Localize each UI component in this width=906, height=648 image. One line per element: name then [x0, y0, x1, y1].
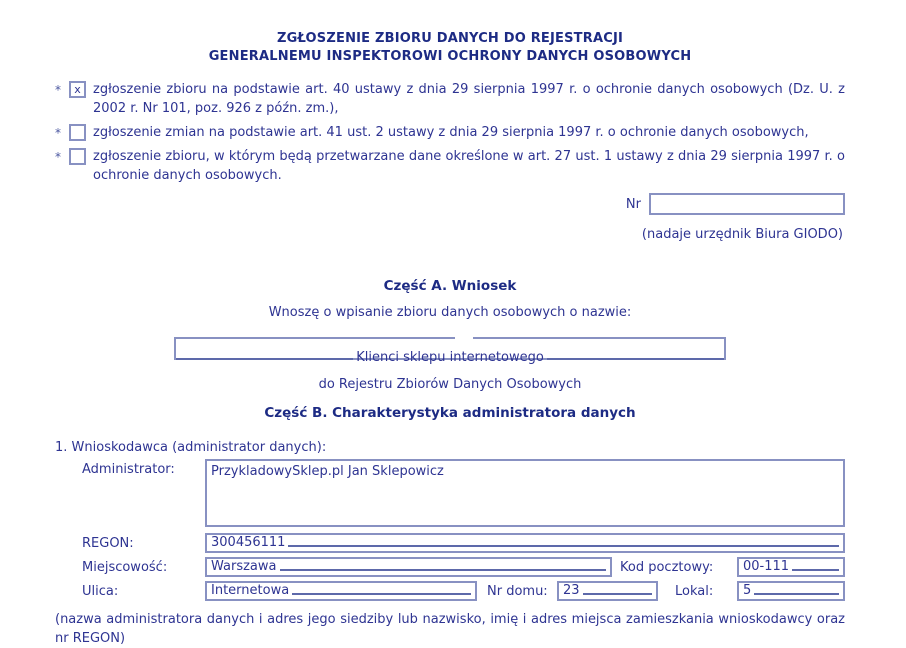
dataset-name-value: Klienci sklepu internetowego [356, 350, 544, 365]
nr-input[interactable] [649, 193, 845, 215]
administrator-value: PrzykladowySklep.pl Jan Sklepowicz [211, 464, 444, 479]
city-value: Warszawa [211, 559, 277, 574]
nr-field-row [55, 193, 845, 215]
nr-note: (nadaje urzędnik Biura GIODO) [641, 227, 843, 242]
registry-line: do Rejestru Zbiorów Danych Osobowych [318, 377, 582, 392]
dataset-name-input[interactable] [174, 337, 726, 365]
underline-fill [292, 593, 471, 595]
administrator-label: Administrator: [82, 462, 175, 477]
notification-type-options [55, 80, 845, 185]
part-a-heading: Część A. Wniosek [383, 278, 517, 294]
option-label-art40: zgłoszenie zbioru na podstawie art. 40 ustawy z dnia 29 sierpnia 1997 r. o ochronie danych osobowych (Dz. U. z 2002 r. Nr 101, poz. 926 z późn. zm.), [93, 82, 845, 116]
underline-fill-left [176, 358, 353, 360]
form-title [55, 30, 845, 66]
administrator-note: (nazwa administratora danych i adres jego siedziby lub nazwisko, imię i adres miejsca zamieszkania wnioskodawcy oraz nr REGON) [55, 612, 845, 646]
asterisk-marker: * [55, 126, 61, 140]
part-b-heading: Część B. Charakterystyka administratora danych [264, 405, 636, 421]
postcode-input[interactable] [737, 557, 845, 577]
house-number-input[interactable] [557, 581, 658, 601]
city-input[interactable] [205, 557, 612, 577]
apartment-value: 5 [743, 583, 752, 598]
option-row-art27 [55, 147, 845, 185]
option-label-art41: zgłoszenie zmian na podstawie art. 41 ust. 2 ustawy z dnia 29 sierpnia 1997 r. o ochronie danych osobowych, [93, 125, 809, 140]
apartment-label: Lokal: [675, 584, 714, 599]
apartment-input[interactable] [737, 581, 845, 601]
regon-input[interactable] [205, 533, 845, 553]
street-input[interactable] [205, 581, 477, 601]
checkbox-art27[interactable] [69, 148, 86, 165]
administrator-textarea[interactable] [205, 459, 845, 527]
administrator-fields [55, 459, 845, 601]
underline-fill [288, 545, 839, 547]
underline-fill-right [547, 358, 724, 360]
asterisk-marker: * [55, 83, 61, 97]
nr-label: Nr [625, 196, 641, 212]
city-postcode-row [82, 557, 845, 577]
house-number-value: 23 [563, 583, 580, 598]
street-value: Internetowa [211, 583, 290, 598]
underline-fill [792, 569, 839, 571]
option-label-art27: zgłoszenie zbioru, w którym będą przetwarzane dane określone w art. 27 ust. 1 ustawy z dnia 29 sierpnia 1997 r. o ochronie danych osobowych. [93, 149, 845, 183]
part-a-intro: Wnoszę o wpisanie zbioru danych osobowych o nazwie: [268, 305, 632, 320]
underline-fill [280, 569, 607, 571]
regon-row [82, 533, 845, 553]
street-row [82, 581, 845, 601]
option-row-art41 [55, 123, 845, 142]
postcode-label: Kod pocztowy: [620, 560, 714, 575]
regon-label: REGON: [82, 536, 134, 551]
house-number-label: Nr domu: [487, 584, 548, 599]
form-title-line1: ZGŁOSZENIE ZBIORU DANYCH DO REJESTRACJI [276, 31, 624, 46]
administrator-row [82, 459, 845, 527]
regon-value: 300456111 [211, 535, 286, 550]
street-label: Ulica: [82, 584, 119, 599]
checkbox-art40[interactable]: x [69, 81, 86, 98]
postcode-value: 00-111 [743, 559, 790, 574]
checkbox-art41[interactable] [69, 124, 86, 141]
name-box-top-gap [455, 337, 473, 339]
asterisk-marker: * [55, 150, 61, 164]
underline-fill [583, 593, 652, 595]
option-row-art40 [55, 80, 845, 118]
form-title-line2: GENERALNEMU INSPEKTOROWI OCHRONY DANYCH OSOBOWYCH [208, 49, 692, 64]
underline-fill [754, 593, 839, 595]
item1-label: 1. Wnioskodawca (administrator danych): [55, 440, 327, 455]
city-label: Miejscowość: [82, 560, 168, 575]
